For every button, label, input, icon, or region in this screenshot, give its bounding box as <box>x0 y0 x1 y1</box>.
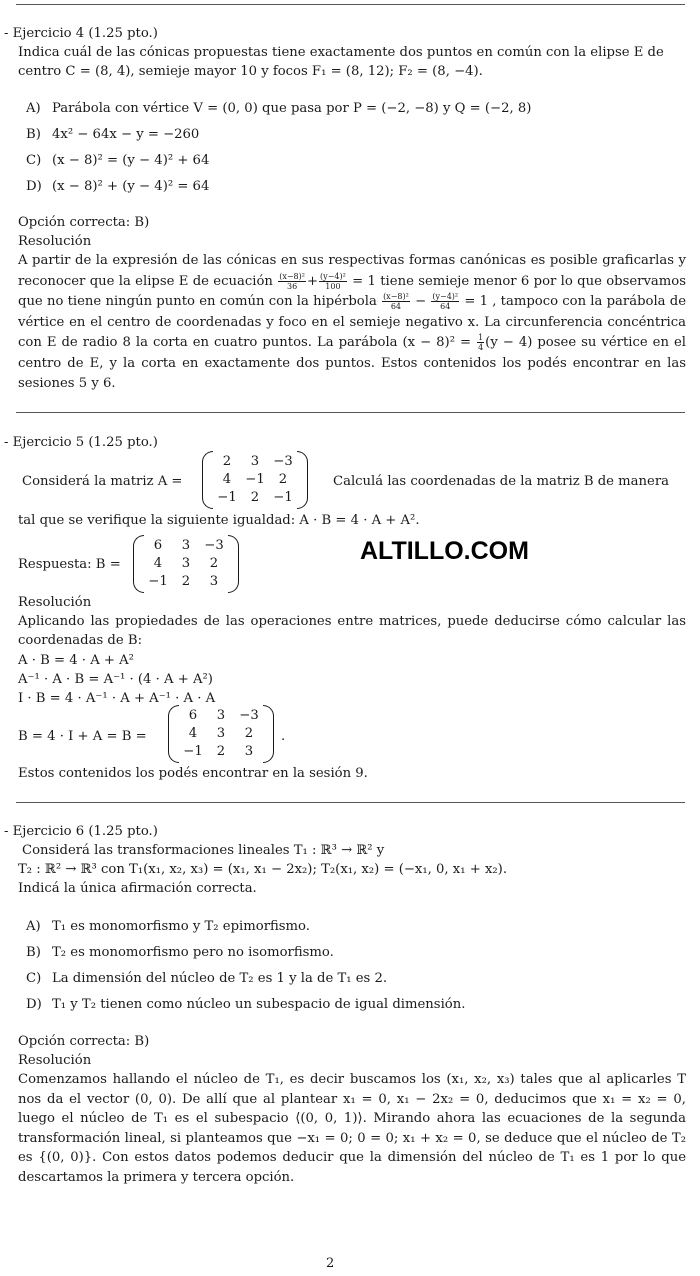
exercise-5-statement: tal que se verifique la siguiente igualdad: A · B = 4 · A + A². <box>18 513 420 528</box>
option-c: C) La dimensión del núcleo de T₂ es 1 y la de T₁ es 2. <box>26 971 388 986</box>
equation: B = 4 · I + A = B = <box>18 729 147 744</box>
matrix-b-body: 6 3 −3 4 3 2 −1 2 3 <box>148 538 224 589</box>
exercise-5-title: - Ejercicio 5 (1.25 pto.) <box>4 435 158 450</box>
page-number: 2 <box>326 1256 335 1271</box>
fraction: $\frac{1}{4}$ <box>478 333 484 352</box>
option-d: D) (x − 8)² + (y − 4)² = 64 <box>26 179 210 194</box>
resolution-text: A partir de la expresión de las cónicas en sus respectivas formas canónicas es posible graficarlas y reconocer que la elipse E de ecuación $\frac{\text{(x−8)²}}{36}$ + $\frac{\text{(y−4)²}}{100}$ = 1 tiene semieje menor 6 por lo que observamos que no tiene ningún punto en común con la hipérbola $\frac{\text{(x−8)²}}{64}$ − $\frac{\text{(y−4)²}}{64}$ = 1 , tampoco con la parábola de vértice en el centro de coordenadas y foco en el semieje negativo x. La circunferencia concéntrica con E de radio 8 la corta en cuatro puntos. La parábola (x − 8)² = $\frac{1}{4}$ (y − 4) posee su vértice en el centro de E, y la corta en exactamente dos puntos. Estos contenidos los podés encontrar en las sesiones 5 y 6. <box>18 253 686 391</box>
correct-answer: Opción correcta: B) <box>18 1034 150 1049</box>
matrix-b-result <box>168 705 274 763</box>
exercise-5-statement: Calculá las coordenadas de la matriz B de manera <box>333 474 669 489</box>
exercise-6-statement: Considerá las transformaciones lineales T₁ : ℝ³ → ℝ² y <box>22 843 385 858</box>
matrix-b <box>133 535 239 593</box>
watermark-logo: ALTILLO.COM <box>360 537 529 565</box>
correct-answer: Opción correcta: B) <box>18 215 150 230</box>
fraction: $\frac{\text{(y−4)²}}{100}$ <box>320 271 346 291</box>
divider <box>16 412 685 413</box>
matrix-a <box>202 451 308 509</box>
option-a: A) T₁ es monomorfismo y T₂ epimorfismo. <box>26 919 310 934</box>
resolution-heading: Resolución <box>18 234 92 249</box>
equation: I · B = 4 · A⁻¹ · A + A⁻¹ · A · A <box>18 691 216 706</box>
answer-label: Respuesta: B = <box>18 557 121 572</box>
exercise-4-title: - Ejercicio 4 (1.25 pto.) <box>4 26 158 41</box>
option-a: A) Parábola con vértice V = (0, 0) que pasa por P = (−2, −8) y Q = (−2, 8) <box>26 101 532 116</box>
equation: A · B = 4 · A + A² <box>18 653 134 668</box>
exercise-6-statement: T₂ : ℝ² → ℝ³ con T₁(x₁, x₂, x₃) = (x₁, x₁ − 2x₂); T₂(x₁, x₂) = (−x₁, 0, x₁ + x₂). <box>18 862 508 877</box>
fraction: $\frac{\text{(x−8)²}}{36}$ <box>279 271 305 291</box>
exercise-6-statement: Indicá la única afirmación correcta. <box>18 881 257 896</box>
resolution-text: Comenzamos hallando el núcleo de T₁, es decir buscamos los (x₁, x₂, x₃) tales que al aplicarles T nos da el vector (0, 0). De allí que al plantear x₁ = 0, x₁ − 2x₂ = 0, deducimos que x₁ = x₂ = 0, luego el núcleo de T₁ es el subespacio ⟨(0, 0, 1)⟩. Mirando ahora las ecuaciones de la segunda transformación lineal, si planteamos que −x₁ = 0; 0 = 0; x₁ + x₂ = 0, se deduce que el núcleo de T₂ es {(0, 0)}. Con estos datos podemos deducir que la dimensión del núcleo de T₁ es 1 por lo que descartamos la primera y tercera opción. <box>18 1072 686 1185</box>
resolution-heading: Resolución <box>18 1053 92 1068</box>
exercise-4-statement: centro C = (8, 4), semieje mayor 10 y focos F₁ = (8, 12); F₂ = (8, −4). <box>18 64 483 79</box>
matrix-a-body: 2 3 −3 4 −1 2 −1 2 −1 <box>217 454 293 505</box>
matrix-b-result-body: 6 3 −3 4 3 2 −1 2 3 <box>183 708 259 759</box>
exercise-6-title: - Ejercicio 6 (1.25 pto.) <box>4 824 158 839</box>
equation: A⁻¹ · A · B = A⁻¹ · (4 · A + A²) <box>18 672 213 687</box>
divider <box>16 4 685 5</box>
divider <box>16 802 685 803</box>
exercise-5-statement: Considerá la matriz A = <box>22 474 183 489</box>
closing-text: Estos contenidos los podés encontrar en la sesión 9. <box>18 766 368 781</box>
option-b: B) T₂ es monomorfismo pero no isomorfismo. <box>26 945 334 960</box>
fraction: $\frac{\text{(y−4)²}}{64}$ <box>432 292 459 311</box>
equation-end: . <box>281 729 286 744</box>
fraction: $\frac{\text{(x−8)²}}{64}$ <box>383 292 409 311</box>
resolution-heading: Resolución <box>18 595 92 610</box>
option-d: D) T₁ y T₂ tienen como núcleo un subespacio de igual dimensión. <box>26 997 466 1012</box>
exercise-4-statement: Indica cuál de las cónicas propuestas tiene exactamente dos puntos en común con la elipse E de <box>18 45 664 60</box>
option-c: C) (x − 8)² = (y − 4)² + 64 <box>26 153 210 168</box>
resolution-text: Aplicando las propiedades de las operaciones entre matrices, puede deducirse cómo calcular las coordenadas de B: <box>18 614 686 648</box>
option-b: B) 4x² − 64x − y = −260 <box>26 127 200 142</box>
